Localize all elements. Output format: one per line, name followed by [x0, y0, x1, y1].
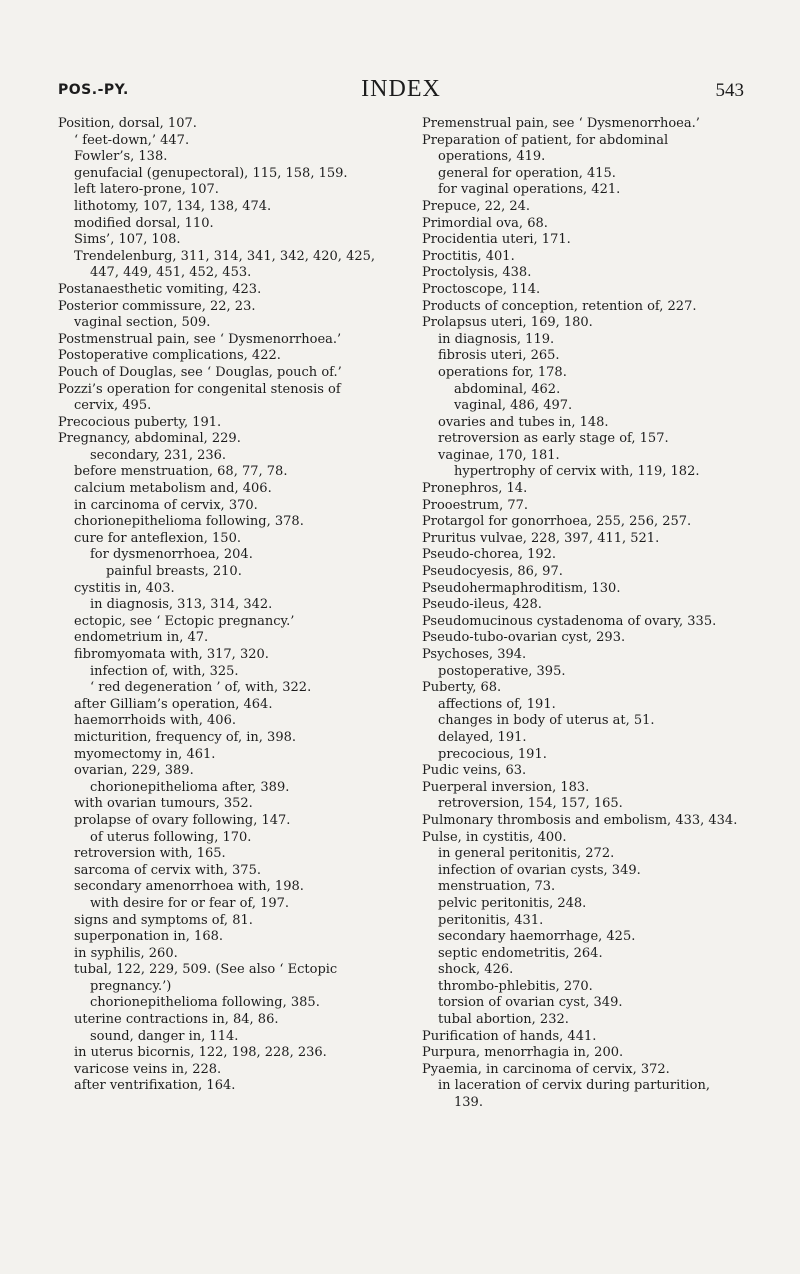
- index-entry: Pseudohermaphroditism, 130.: [422, 580, 621, 596]
- index-entry: tubal abortion, 232.: [438, 1012, 569, 1028]
- index-entry: Pulmonary thrombosis and embolism, 433, 434.: [422, 812, 738, 828]
- index-entry: Postanaesthetic vomiting, 423.: [58, 281, 262, 297]
- index-entry: vaginal section, 509.: [74, 315, 211, 331]
- index-entry: retroversion, 154, 157, 165.: [438, 796, 623, 812]
- index-entry: Pseudomucinous cystadenoma of ovary, 335.: [422, 613, 717, 629]
- index-entry: Psychoses, 394.: [422, 647, 527, 662]
- index-entry: Puerperal inversion, 183.: [422, 779, 590, 795]
- index-entry: thrombo-phlebitis, 270.: [438, 978, 593, 994]
- index-entry: in carcinoma of cervix, 370.: [74, 497, 258, 513]
- index-entry: in diagnosis, 313, 314, 342.: [90, 597, 273, 613]
- index-entry: modified dorsal, 110.: [74, 215, 214, 231]
- index-entry: vaginal, 486, 497.: [454, 398, 573, 414]
- index-entry: infection of ovarian cysts, 349.: [438, 862, 641, 878]
- index-entry: with ovarian tumours, 352.: [74, 796, 253, 812]
- index-entry: Pudic veins, 63.: [422, 763, 527, 779]
- index-entry: with desire for or fear of, 197.: [90, 895, 290, 911]
- index-entry: chorionepithelioma after, 389.: [90, 779, 290, 795]
- index-entry: cystitis in, 403.: [74, 580, 175, 596]
- index-entry: Fowler’s, 138.: [74, 149, 168, 165]
- index-entry: Purification of hands, 441.: [422, 1028, 597, 1044]
- index-entry: Precocious puberty, 191.: [58, 414, 222, 430]
- index-entry: of uterus following, 170.: [90, 829, 252, 845]
- index-entry: pelvic peritonitis, 248.: [438, 895, 587, 911]
- index-entry: ovarian, 229, 389.: [74, 763, 194, 779]
- page-number: 543: [715, 80, 744, 101]
- index-entry: Prepuce, 22, 24.: [422, 198, 531, 214]
- index-entry: tubal, 122, 229, 509. (See also ‘ Ectopic pregnancy.’): [74, 962, 338, 994]
- index-entry: vaginae, 170, 181.: [438, 447, 560, 463]
- index-entry: delayed, 191.: [438, 729, 527, 745]
- index-entry: Protargol for gonorrhoea, 255, 256, 257.: [422, 514, 692, 530]
- index-entry: Procidentia uteri, 171.: [422, 232, 571, 248]
- index-entry: abdominal, 462.: [454, 381, 561, 397]
- index-entry: genufacial (genupectoral), 115, 158, 159.: [74, 165, 348, 181]
- index-entry: in diagnosis, 119.: [438, 331, 555, 347]
- index-entry: Primordial ova, 68.: [422, 215, 548, 231]
- index-entry: Proctitis, 401.: [422, 248, 515, 264]
- index-entry: ‘ red degeneration ’ of, with, 322.: [90, 680, 312, 696]
- index-entry: for vaginal operations, 421.: [438, 182, 621, 198]
- index-entry: sound, danger in, 114.: [90, 1028, 239, 1044]
- index-entry: signs and symptoms of, 81.: [74, 912, 253, 928]
- index-entry: secondary haemorrhage, 425.: [438, 929, 636, 945]
- index-entry: Preparation of patient, for abdominal operations, 419.: [422, 132, 669, 165]
- index-entry: after ventrifixation, 164.: [74, 1078, 236, 1094]
- index-entry: cure for anteflexion, 150.: [74, 530, 241, 546]
- index-entry: in syphilis, 260.: [74, 945, 178, 961]
- index-entry: Position, dorsal, 107.: [58, 116, 197, 131]
- index-entry: secondary amenorrhoea with, 198.: [74, 879, 304, 895]
- index-entry: in general peritonitis, 272.: [438, 846, 615, 862]
- index-entry: varicose veins in, 228.: [74, 1061, 222, 1077]
- index-entry: before menstruation, 68, 77, 78.: [74, 464, 288, 480]
- index-column-left: [58, 116, 376, 1095]
- index-entry: Pouch of Douglas, see ‘ Douglas, pouch of.’: [58, 364, 342, 380]
- index-entry: painful breasts, 210.: [106, 564, 242, 580]
- index-entry: Postmenstrual pain, see ‘ Dysmenorrhoea.’: [58, 331, 342, 347]
- index-entry: Pseudocyesis, 86, 97.: [422, 564, 563, 580]
- index-entry: peritonitis, 431.: [438, 912, 544, 928]
- index-entry: Proctoscope, 114.: [422, 281, 541, 297]
- index-entry: fibromyomata with, 317, 320.: [74, 647, 269, 662]
- index-entry: Puberty, 68.: [422, 680, 502, 696]
- index-entry: Premenstrual pain, see ‘ Dysmenorrhoea.’: [422, 116, 700, 131]
- index-entry: sarcoma of cervix with, 375.: [74, 862, 261, 878]
- index-entry: Pyaemia, in carcinoma of cervix, 372.: [422, 1061, 670, 1077]
- index-entry: haemorrhoids with, 406.: [74, 713, 236, 729]
- index-entry: calcium metabolism and, 406.: [74, 481, 272, 497]
- index-entry: Prolapsus uteri, 169, 180.: [422, 315, 593, 331]
- index-entry: micturition, frequency of, in, 398.: [74, 729, 296, 745]
- index-entry: chorionepithelioma following, 385.: [90, 995, 320, 1011]
- index-entry: prolapse of ovary following, 147.: [74, 812, 291, 828]
- index-entry: Trendelenburg, 311, 314, 341, 342, 420, 425, 447, 449, 451, 452, 453.: [74, 248, 376, 281]
- index-entry: retroversion as early stage of, 157.: [438, 431, 669, 447]
- index-entry: secondary, 231, 236.: [90, 447, 227, 463]
- index-entry: ectopic, see ‘ Ectopic pregnancy.’: [74, 613, 295, 629]
- index-entry: Pseudo-chorea, 192.: [422, 547, 557, 563]
- index-entry: lithotomy, 107, 134, 138, 474.: [74, 198, 272, 214]
- index-entry: in uterus bicornis, 122, 198, 228, 236.: [74, 1045, 327, 1061]
- index-entry: general for operation, 415.: [438, 165, 616, 181]
- index-entry: changes in body of uterus at, 51.: [438, 713, 655, 729]
- index-entry: Sims’, 107, 108.: [74, 232, 181, 248]
- index-entry: affections of, 191.: [438, 696, 556, 712]
- index-column-right: [422, 116, 740, 1112]
- index-entry: postoperative, 395.: [438, 663, 566, 679]
- index-entry: Postoperative complications, 422.: [58, 348, 281, 364]
- index-entry: ‘ feet-down,’ 447.: [74, 132, 190, 148]
- index-entry: retroversion with, 165.: [74, 846, 226, 862]
- index-entry: Pseudo-tubo-ovarian cyst, 293.: [422, 630, 626, 646]
- index-entry: Pseudo-ileus, 428.: [422, 597, 542, 613]
- index-entry: Products of conception, retention of, 227.: [422, 298, 697, 314]
- index-entry: myomectomy in, 461.: [74, 746, 216, 762]
- index-entry: Pruritus vulvae, 228, 397, 411, 521.: [422, 530, 660, 546]
- index-entry: hypertrophy of cervix with, 119, 182.: [454, 464, 700, 480]
- index-entry: after Gilliam’s operation, 464.: [74, 696, 273, 712]
- index-entry: endometrium in, 47.: [74, 630, 209, 646]
- index-entry: torsion of ovarian cyst, 349.: [438, 995, 623, 1011]
- index-entry: left latero-prone, 107.: [74, 182, 219, 198]
- index-entry: operations for, 178.: [438, 364, 567, 380]
- index-entry: menstruation, 73.: [438, 879, 556, 895]
- running-head-title: INDEX: [361, 76, 441, 102]
- index-entry: Pozzi’s operation for congenital stenosis of cervix, 495.: [58, 381, 341, 414]
- running-head-range: POS.-PY.: [58, 82, 129, 98]
- index-entry: Pregnancy, abdominal, 229.: [58, 431, 241, 447]
- index-entry: ovaries and tubes in, 148.: [438, 414, 609, 430]
- index-entry: Prooestrum, 77.: [422, 497, 529, 513]
- index-entry: Posterior commissure, 22, 23.: [58, 298, 256, 314]
- index-entry: uterine contractions in, 84, 86.: [74, 1012, 279, 1028]
- page-header: [58, 78, 744, 108]
- index-entry: for dysmenorrhoea, 204.: [90, 547, 253, 563]
- index-entry: superponation in, 168.: [74, 929, 223, 945]
- index-entry: precocious, 191.: [438, 746, 547, 762]
- index-entry: Pronephros, 14.: [422, 481, 528, 497]
- index-entry: fibrosis uteri, 265.: [438, 348, 560, 364]
- index-entry: septic endometritis, 264.: [438, 945, 603, 961]
- index-entry: Pulse, in cystitis, 400.: [422, 829, 567, 845]
- index-entry: chorionepithelioma following, 378.: [74, 514, 304, 530]
- index-entry: Proctolysis, 438.: [422, 265, 532, 281]
- index-entry: Purpura, menorrhagia in, 200.: [422, 1045, 624, 1061]
- index-entry: in laceration of cervix during parturition, 139.: [438, 1078, 711, 1111]
- index-entry: shock, 426.: [438, 962, 514, 978]
- index-entry: infection of, with, 325.: [90, 663, 239, 679]
